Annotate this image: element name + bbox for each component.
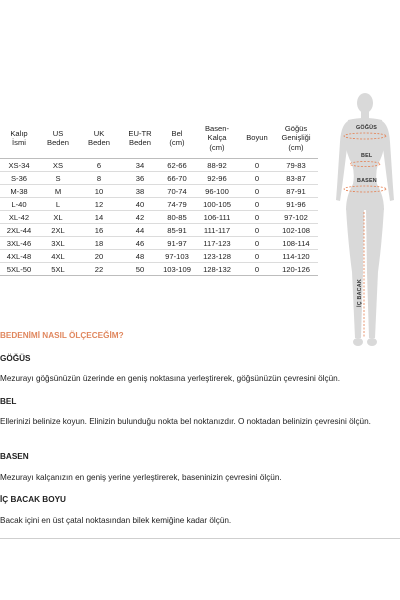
table-cell: 83-87	[274, 172, 318, 185]
table-cell: 87-91	[274, 185, 318, 198]
column-header-line: Bel	[171, 128, 183, 138]
table-row	[0, 185, 318, 198]
column-header	[160, 118, 194, 159]
table-cell: M	[38, 185, 78, 198]
column-header-line: Kalıp	[10, 128, 28, 138]
table-cell: 106-111	[194, 211, 240, 224]
table-cell: L	[38, 198, 78, 211]
table-cell: 91-96	[274, 198, 318, 211]
column-header	[38, 118, 78, 159]
table-row	[0, 211, 318, 224]
table-cell: 79-83	[274, 159, 318, 172]
section-heading-waist: BEL	[0, 397, 17, 406]
table-cell: 97-103	[160, 250, 194, 263]
table-cell: 18	[78, 237, 120, 250]
table-cell: 44	[120, 224, 160, 237]
table-cell: 10	[78, 185, 120, 198]
section-heading-chest: GÖĞÜS	[0, 354, 31, 363]
column-header-line: Beden	[47, 138, 69, 147]
guide-title: BEDENİMİ NASIL ÖLÇECEĞİM?	[0, 331, 124, 340]
table-cell: 12	[78, 198, 120, 211]
table-cell: 36	[120, 172, 160, 185]
table-cell: 0	[240, 250, 274, 263]
table-cell: 102-108	[274, 224, 318, 237]
bottom-divider	[0, 538, 400, 539]
label-hip: BASEN	[357, 178, 377, 184]
column-header-line: (cm)	[209, 142, 225, 152]
label-inseam: İÇ BACAK	[357, 279, 363, 307]
column-header-line: Göğüs	[284, 123, 308, 133]
table-cell: 3XL	[38, 237, 78, 250]
table-cell: L-40	[0, 198, 38, 211]
table-row	[0, 159, 318, 172]
table-cell: S	[38, 172, 78, 185]
table-cell: 103-109	[160, 263, 194, 276]
column-header-line: EU-TR	[128, 128, 152, 138]
table-cell: S-36	[0, 172, 38, 185]
table-cell: 114-120	[274, 250, 318, 263]
section-text-inseam: Bacak içini en üst çatal noktasından bilek kemiğine kadar ölçün.	[0, 516, 232, 525]
table-cell: 100-105	[194, 198, 240, 211]
column-header-line: (cm)	[288, 142, 304, 152]
section-text-waist: Ellerinizi belinize koyun. Elinizin bulunduğu nokta bel noktanızdır. O noktadan belinizin çevresini ölçün.	[0, 417, 371, 426]
table-cell: XL-42	[0, 211, 38, 224]
table-cell: 3XL-46	[0, 237, 38, 250]
column-header	[274, 118, 318, 159]
table-cell: 16	[78, 224, 120, 237]
table-cell: 5XL-50	[0, 263, 38, 276]
table-cell: M-38	[0, 185, 38, 198]
table-cell: 5XL	[38, 263, 78, 276]
section-heading-inseam: İÇ BACAK BOYU	[0, 495, 66, 504]
table-row	[0, 224, 318, 237]
body-silhouette-icon	[330, 92, 400, 354]
table-cell: 22	[78, 263, 120, 276]
table-cell: 34	[120, 159, 160, 172]
table-cell: 8	[78, 172, 120, 185]
table-cell: 46	[120, 237, 160, 250]
table-row	[0, 198, 318, 211]
table-cell: 4XL	[38, 250, 78, 263]
column-header-line: (cm)	[169, 138, 185, 147]
table-cell: XL	[38, 211, 78, 224]
table-cell: 40	[120, 198, 160, 211]
table-cell: XS-34	[0, 159, 38, 172]
table-cell: 14	[78, 211, 120, 224]
table-cell: 6	[78, 159, 120, 172]
table-cell: 97-102	[274, 211, 318, 224]
table-row	[0, 263, 318, 276]
table-cell: 0	[240, 198, 274, 211]
table-cell: 80-85	[160, 211, 194, 224]
column-header-line: Kalça	[207, 133, 227, 143]
column-header-line: UK	[93, 128, 105, 138]
body-figure	[330, 92, 400, 354]
column-header-line: İsmi	[12, 138, 26, 147]
column-header-line: Boyun	[246, 133, 268, 143]
section-heading-hip: BASEN	[0, 452, 29, 461]
table-cell: 123-128	[194, 250, 240, 263]
table-cell: 4XL-48	[0, 250, 38, 263]
table-cell: 0	[240, 211, 274, 224]
table-cell: 2XL-44	[0, 224, 38, 237]
table-cell: 0	[240, 224, 274, 237]
table-header-row	[0, 118, 318, 159]
table-cell: 50	[120, 263, 160, 276]
column-header	[240, 118, 274, 159]
table-cell: 0	[240, 237, 274, 250]
table-cell: 96-100	[194, 185, 240, 198]
label-waist: BEL	[361, 153, 373, 159]
column-header	[120, 118, 160, 159]
table-cell: 108-114	[274, 237, 318, 250]
section-text-chest: Mezurayı göğsünüzün üzerinde en geniş noktasına yerleştirerek, göğsünüzün çevresini ölçün.	[0, 374, 340, 383]
column-header	[194, 118, 240, 159]
table-cell: 85-91	[160, 224, 194, 237]
column-header-line: US	[52, 128, 64, 138]
table-row	[0, 172, 318, 185]
table-cell: 0	[240, 263, 274, 276]
size-table	[0, 118, 318, 276]
column-header	[0, 118, 38, 159]
table-cell: 62-66	[160, 159, 194, 172]
table-cell: 0	[240, 159, 274, 172]
column-header-line: Beden	[88, 138, 110, 147]
table-cell: 0	[240, 185, 274, 198]
table-cell: 70-74	[160, 185, 194, 198]
column-header-line: Basen-	[204, 123, 230, 133]
table-cell: 91-97	[160, 237, 194, 250]
section-text-hip: Mezurayı kalçanızın en geniş yerine yerleştirerek, baseninizin çevresini ölçün.	[0, 473, 282, 482]
table-cell: 111-117	[194, 224, 240, 237]
table-cell: 48	[120, 250, 160, 263]
table-cell: 42	[120, 211, 160, 224]
label-chest: GÖĞÜS	[356, 125, 378, 131]
column-header	[78, 118, 120, 159]
column-header-line: Genişliği	[281, 133, 311, 143]
table-cell: 128-132	[194, 263, 240, 276]
table-row	[0, 237, 318, 250]
table-cell: 88-92	[194, 159, 240, 172]
table-cell: 92-96	[194, 172, 240, 185]
table-cell: 38	[120, 185, 160, 198]
table-row	[0, 250, 318, 263]
table-cell: XS	[38, 159, 78, 172]
column-header-line: Beden	[129, 138, 151, 147]
table-cell: 66-70	[160, 172, 194, 185]
table-cell: 117-123	[194, 237, 240, 250]
table-body	[0, 159, 318, 276]
table-cell: 74-79	[160, 198, 194, 211]
table-cell: 20	[78, 250, 120, 263]
table-cell: 0	[240, 172, 274, 185]
table-cell: 120-126	[274, 263, 318, 276]
table-cell: 2XL	[38, 224, 78, 237]
